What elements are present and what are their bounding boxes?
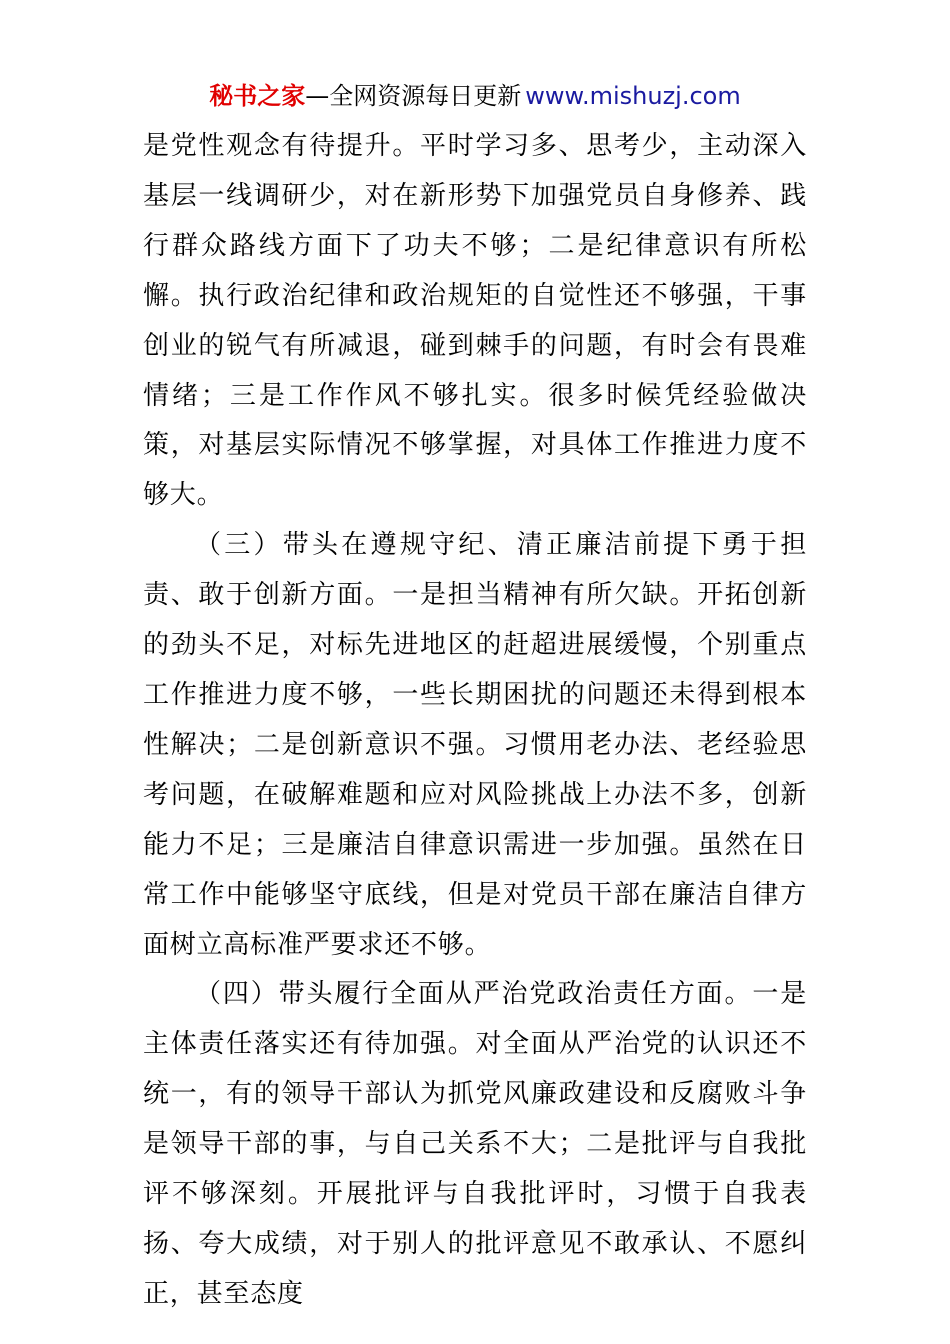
paragraph-continuation: 是党性观念有待提升。平时学习多、思考少，主动深入基层一线调研少，对在新形势下加强党员自身修养、践行群众路线方面下了功夫不够；二是纪律意识有所松懈。执行政治纪律和政治规矩的自觉性还不够强，干事创业的锐气有所减退，碰到棘手的问题，有时会有畏难情绪；三是工作作风不够扎实。很多时候凭经验做决策，对基层实际情况不够掌握，对具体工作推进力度不够大。	[143, 131, 807, 511]
paragraph-section-3: （三）带头在遵规守纪、清正廉洁前提下勇于担责、敢于创新方面。一是担当精神有所欠缺。开拓创新的劲头不足，对标先进地区的赶超进展缓慢，个别重点工作推进力度不够，一些长期困扰的问题还未得到根本性解决；二是创新意识不强。习惯用老办法、老经验思考问题，在破解难题和应对风险挑战上办法不多，创新能力不足；三是廉洁自律意识需进一步加强。虽然在日常工作中能够坚守底线，但是对党员干部在廉洁自律方面树立高标准严要求还不够。	[143, 530, 807, 960]
paragraph-section-4: （四）带头履行全面从严治党政治责任方面。一是主体责任落实还有待加强。对全面从严治党的认识还不统一，有的领导干部认为抓党风廉政建设和反腐败斗争是领导干部的事，与自己关系不大；二是批评与自我批评不够深刻。开展批评与自我批评时，习惯于自我表扬、夸大成绩，对于别人的批评意见不敢承认、不愿纠正，甚至态度	[143, 979, 807, 1309]
header-url[interactable]: www.mishuzj.com	[525, 82, 741, 110]
document-body	[143, 122, 807, 1320]
header-brand: 秘书之家	[209, 82, 306, 110]
header-tagline: —全网资源每日更新	[305, 82, 522, 110]
page-header	[0, 80, 950, 112]
